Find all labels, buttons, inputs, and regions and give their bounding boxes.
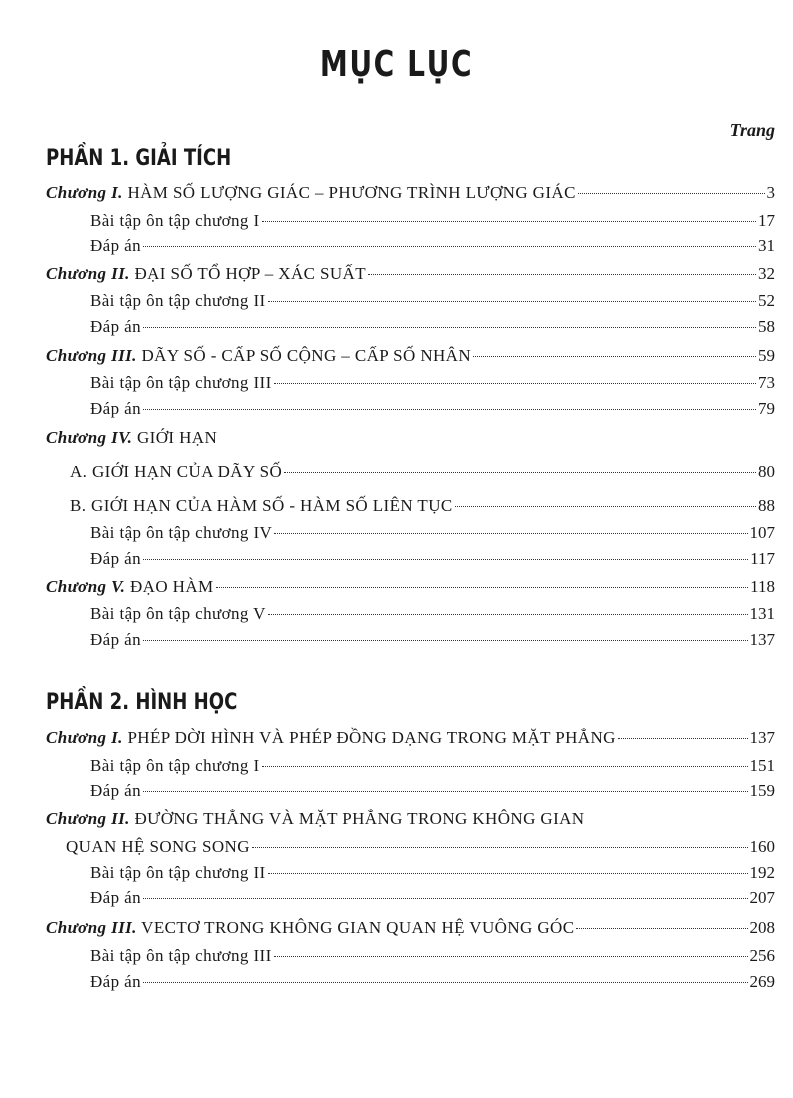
- toc-entry-text: A. GIỚI HẠN CỦA DÃY SỐ: [70, 462, 283, 481]
- toc-entry-row: [90, 781, 775, 803]
- dot-leader: [274, 956, 748, 957]
- toc-page-number: 118: [750, 577, 775, 596]
- toc-page-number: 59: [758, 346, 775, 365]
- toc-entry-label: [90, 972, 141, 992]
- toc-chapter-row: [46, 183, 775, 205]
- chapter-number: Chương II.: [46, 809, 130, 828]
- toc-entry-row: [90, 523, 775, 545]
- toc-chapter-row: [46, 728, 775, 750]
- toc-page-number: 107: [749, 523, 775, 542]
- toc-page-number: 256: [749, 946, 775, 965]
- toc-page-number: 137: [749, 630, 775, 649]
- part-2-title: PHẦN 2. HÌNH HỌC: [46, 690, 238, 715]
- toc-entry-label: [46, 918, 574, 938]
- toc-entry-label: [46, 577, 214, 597]
- chapter-number: Chương II.: [46, 264, 130, 283]
- toc-chapter-row: [46, 428, 775, 450]
- dot-leader: [143, 898, 747, 899]
- toc-chapter-row: [46, 809, 775, 831]
- toc-entry-label: [90, 630, 141, 650]
- toc-entry-text: ĐẠI SỐ TỔ HỢP – XÁC SUẤT: [134, 264, 367, 283]
- chapter-number: Chương III.: [46, 918, 137, 937]
- toc-entry-label: [46, 346, 471, 366]
- toc-entry-text: Bài tập ôn tập chương V: [90, 604, 266, 623]
- toc-entry-label: [90, 291, 266, 311]
- toc-entry-text: Bài tập ôn tập chương III: [90, 373, 272, 392]
- toc-entry-row: [90, 756, 775, 778]
- toc-entry-text: Bài tập ôn tập chương II: [90, 291, 266, 310]
- toc-page-number: 3: [766, 183, 775, 202]
- toc-page-number: 79: [758, 399, 775, 418]
- dot-leader: [268, 873, 748, 874]
- dot-leader: [143, 791, 747, 792]
- toc-entry-row: [90, 972, 775, 994]
- toc-page-number: 151: [749, 756, 775, 775]
- toc-entry-text: Đáp án: [90, 972, 142, 991]
- chapter-number: Chương IV.: [46, 428, 133, 447]
- dot-leader: [143, 559, 748, 560]
- toc-entry-text: Đáp án: [90, 317, 142, 336]
- toc-entry-text: Đáp án: [90, 399, 142, 418]
- toc-entry-text: VECTƠ TRONG KHÔNG GIAN QUAN HỆ VUÔNG GÓC: [141, 918, 575, 937]
- dot-leader: [268, 301, 756, 302]
- toc-entry-label: [90, 236, 141, 256]
- toc-entry-label: [70, 462, 282, 482]
- chapter-number: Chương I.: [46, 728, 123, 747]
- toc-entry-label: [66, 837, 250, 857]
- toc-entry-text: DÃY SỐ - CẤP SỐ CỘNG – CẤP SỐ NHÂN: [141, 346, 472, 365]
- toc-entry-row: [90, 604, 775, 626]
- toc-entry-row: [66, 837, 775, 859]
- toc-entry-row: [90, 236, 775, 258]
- dot-leader: [274, 383, 756, 384]
- dot-leader: [143, 409, 756, 410]
- toc-entry-text: Đáp án: [90, 236, 142, 255]
- dot-leader: [143, 640, 747, 641]
- toc-entry-text: PHÉP DỜI HÌNH VÀ PHÉP ĐỒNG DẠNG TRONG MẶT PHẲNG: [127, 728, 616, 747]
- dot-leader: [143, 327, 756, 328]
- toc-entry-label: [46, 264, 366, 284]
- dot-leader: [576, 928, 747, 929]
- toc-entry-row: [90, 399, 775, 421]
- toc-entry-label: [90, 549, 141, 569]
- toc-page-number: 17: [758, 211, 775, 230]
- toc-page-number: 80: [758, 462, 775, 481]
- toc-page-number: 207: [749, 888, 775, 907]
- toc-page-number: 32: [758, 264, 775, 283]
- toc-entry-row: [70, 462, 775, 484]
- toc-entry-row: [90, 317, 775, 339]
- toc-entry-label: [90, 756, 260, 776]
- toc-entry-row: [90, 373, 775, 395]
- toc-page-number: 159: [749, 781, 775, 800]
- toc-entry-label: [46, 728, 616, 748]
- page-title: MỤC LỤC: [319, 44, 474, 85]
- toc-page-number: 31: [758, 236, 775, 255]
- dot-leader: [262, 766, 748, 767]
- toc-page-number: 160: [749, 837, 775, 856]
- toc-entry-label: [90, 604, 266, 624]
- toc-entry-label: [90, 211, 260, 231]
- dot-leader: [268, 614, 748, 615]
- toc-page-number: 208: [749, 918, 775, 937]
- toc-entry-label: [46, 428, 217, 448]
- toc-entry-text: ĐẠO HÀM: [129, 577, 214, 596]
- toc-entry-text: QUAN HỆ SONG SONG: [66, 837, 250, 856]
- toc-page-number: 117: [750, 549, 775, 568]
- dot-leader: [216, 587, 749, 588]
- dot-leader: [143, 246, 756, 247]
- toc-entry-row: [90, 946, 775, 968]
- toc-page-number: 131: [749, 604, 775, 623]
- toc-entry-label: [90, 317, 141, 337]
- dot-leader: [284, 472, 756, 473]
- toc-entry-label: [46, 183, 576, 203]
- part-1-title: PHẦN 1. GIẢI TÍCH: [46, 146, 232, 171]
- toc-entry-text: GIỚI HẠN: [136, 428, 218, 447]
- dot-leader: [455, 506, 756, 507]
- toc-entry-label: [90, 373, 272, 393]
- toc-entry-row: [70, 496, 775, 518]
- dot-leader: [368, 274, 756, 275]
- toc-entry-label: [90, 863, 266, 883]
- toc-entry-label: [46, 809, 585, 829]
- chapter-number: Chương III.: [46, 346, 137, 365]
- toc-entry-label: [90, 523, 272, 543]
- toc-page-number: 192: [749, 863, 775, 882]
- toc-entry-label: [90, 399, 141, 419]
- toc-entry-row: [90, 630, 775, 652]
- page-column-label: Trang: [729, 120, 775, 140]
- chapter-number: Chương I.: [46, 183, 123, 202]
- toc-entry-label: [90, 888, 141, 908]
- toc-entry-text: Đáp án: [90, 549, 142, 568]
- toc-chapter-row: [46, 577, 775, 599]
- dot-leader: [473, 356, 756, 357]
- toc-page-number: 73: [758, 373, 775, 392]
- dot-leader: [578, 193, 765, 194]
- toc-entry-text: Bài tập ôn tập chương I: [90, 211, 260, 230]
- toc-entry-label: [90, 781, 141, 801]
- toc-chapter-row: [46, 346, 775, 368]
- dot-leader: [274, 533, 747, 534]
- chapter-number: Chương V.: [46, 577, 126, 596]
- toc-entry-text: Bài tập ôn tập chương I: [90, 756, 260, 775]
- toc-entry-text: ĐƯỜNG THẲNG VÀ MẶT PHẲNG TRONG KHÔNG GIAN: [134, 809, 585, 828]
- toc-entry-text: Đáp án: [90, 781, 142, 800]
- toc-entry-row: [90, 291, 775, 313]
- toc-entry-text: Bài tập ôn tập chương IV: [90, 523, 273, 542]
- toc-entry-text: Đáp án: [90, 888, 142, 907]
- dot-leader: [252, 847, 748, 848]
- toc-entry-row: [90, 863, 775, 885]
- toc-page-number: 52: [758, 291, 775, 310]
- toc-page-number: 88: [758, 496, 775, 515]
- toc-entry-label: [90, 946, 272, 966]
- toc-entry-text: B. GIỚI HẠN CỦA HÀM SỐ - HÀM SỐ LIÊN TỤC: [70, 496, 453, 515]
- toc-entry-row: [90, 888, 775, 910]
- toc-entry-label: [70, 496, 453, 516]
- toc-entry-text: Đáp án: [90, 630, 142, 649]
- toc-chapter-row: [46, 918, 775, 940]
- toc-page-number: 137: [749, 728, 775, 747]
- toc-entry-text: Bài tập ôn tập chương II: [90, 863, 266, 882]
- toc-page-number: 58: [758, 317, 775, 336]
- toc-entry-text: Bài tập ôn tập chương III: [90, 946, 272, 965]
- dot-leader: [262, 221, 756, 222]
- toc-page-number: 269: [749, 972, 775, 991]
- dot-leader: [618, 738, 748, 739]
- toc-entry-row: [90, 549, 775, 571]
- toc-entry-text: HÀM SỐ LƯỢNG GIÁC – PHƯƠNG TRÌNH LƯỢNG GIÁC: [127, 183, 576, 202]
- toc-chapter-row: [46, 264, 775, 286]
- toc-entry-row: [90, 211, 775, 233]
- dot-leader: [143, 982, 747, 983]
